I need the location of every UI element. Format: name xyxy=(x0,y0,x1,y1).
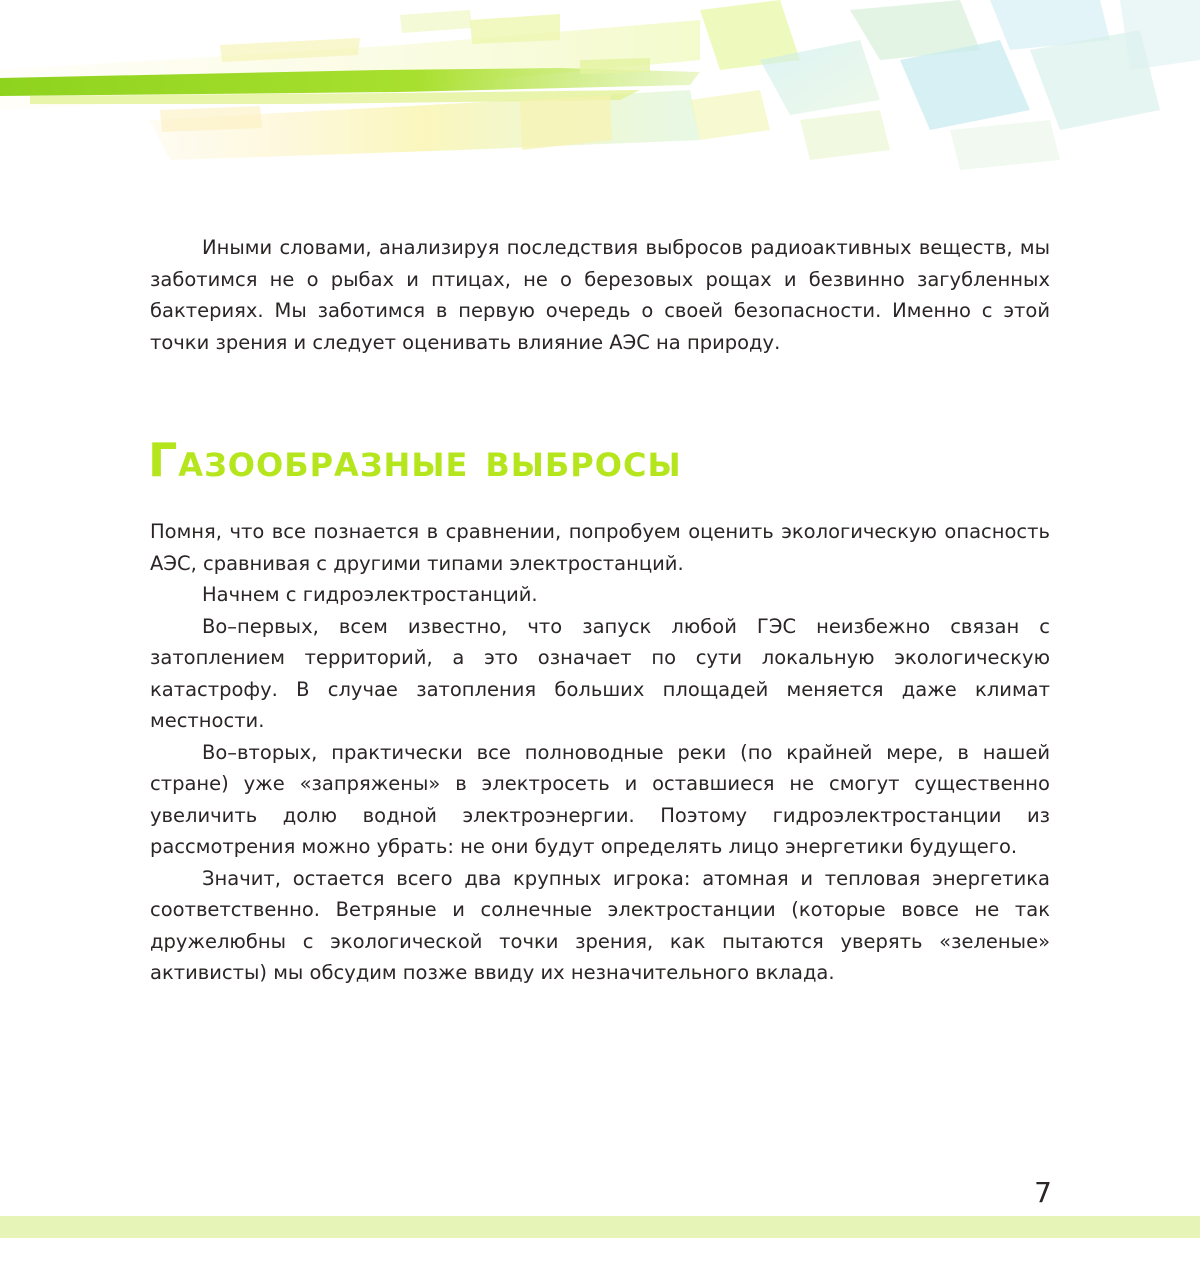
body-paragraph: Во–первых, всем известно, что запуск любой ГЭС неизбежно связан с затоплением территорий, а это означает по сути локальную экологическую катастрофу. В случае затопления больших площадей меняется даже климат местности. xyxy=(150,614,1050,732)
body-paragraph: Помня, что все познается в сравнении, попробуем оценить экологическую опасность АЭС, сравнивая с другими типами электростанций. xyxy=(150,520,1050,575)
body-paragraph: Во–вторых, практически все полноводные реки (по крайней мере, в нашей стране) уже «запряжены» в электросеть и оставшиеся не смогут существенно увеличить долю водной электроэнергии. Поэтому гидроэлектростанции из рассмотрения можно убрать: не они будут определять лицо энергетики будущего. xyxy=(150,740,1050,858)
footer-band xyxy=(0,1216,1200,1238)
section-title: Газообразные выбросы xyxy=(148,433,682,487)
intro-paragraph: Иными словами, анализируя последствия выбросов радиоактивных веществ, мы заботимся не о рыбах и птицах, не о березовых рощах и безвинно загубленных бактериях. Мы заботимся в первую очередь о своей безопасности. Именно с этой точки зрения и следует оценивать влияние АЭС на природу. xyxy=(150,236,1050,354)
page-number: 7 xyxy=(1034,1176,1052,1209)
body-paragraph: Начнем с гидроэлектростанций. xyxy=(202,583,538,606)
section-body xyxy=(150,516,1050,989)
header-decoration xyxy=(0,0,1200,175)
body-paragraph: Значит, остается всего два крупных игрока: атомная и тепловая энергетика соответственно. Ветряные и солнечные электростанции (которые вовсе не так дружелюбны с экологической точки зрения, как пытаются уверять «зеленые» активисты) мы обсудим позже ввиду их незначительного вклада. xyxy=(150,866,1050,984)
